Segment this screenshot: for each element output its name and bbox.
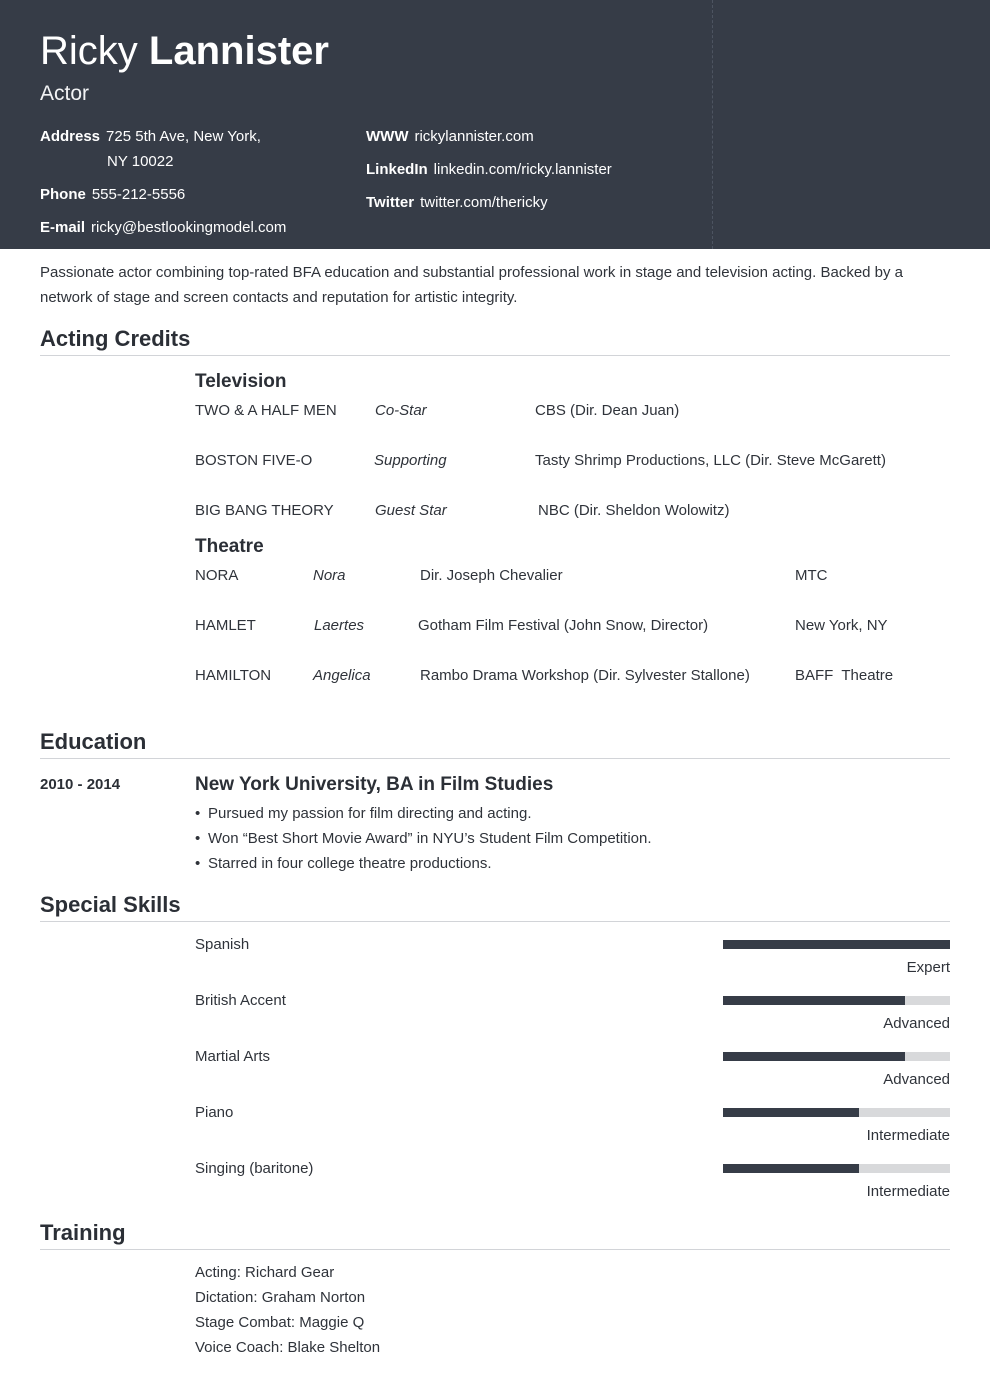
television-heading: Television	[195, 371, 287, 392]
theatre-heading: Theatre	[195, 536, 264, 557]
theatre-venue: MTC	[795, 567, 828, 584]
training-heading: Training	[40, 1220, 126, 1245]
skill-level-fill	[723, 940, 950, 949]
email-value[interactable]: ricky@bestlookingmodel.com	[91, 219, 287, 236]
tv-role: Supporting	[374, 452, 447, 469]
tv-role: Co-Star	[375, 402, 427, 419]
theatre-venue: New York, NY	[795, 617, 888, 634]
phone-label: Phone	[40, 186, 86, 203]
bullet-text: Pursued my passion for film directing and acting.	[208, 805, 532, 822]
section-divider	[40, 921, 950, 922]
theatre-venue: BAFF Theatre	[795, 667, 894, 684]
address-label: Address	[40, 128, 101, 145]
tv-role: Guest Star	[375, 502, 447, 519]
skill-level-bar	[723, 1108, 950, 1117]
skill-level-label: Advanced	[883, 1015, 950, 1032]
address	[40, 124, 261, 149]
skill-level-label: Intermediate	[866, 1127, 950, 1144]
linkedin-label: LinkedIn	[366, 161, 428, 178]
phone-value: 555-212-5556	[91, 186, 186, 203]
education-dates: 2010 - 2014	[40, 776, 121, 793]
linkedin	[366, 157, 612, 182]
tv-company: Tasty Shrimp Productions, LLC (Dir. Steve McGarett)	[535, 452, 886, 469]
skill-level-fill	[723, 1164, 859, 1173]
skill-name: Martial Arts	[195, 1048, 271, 1065]
twitter-label: Twitter	[366, 194, 415, 211]
education-heading: Education	[40, 729, 147, 754]
section-divider	[40, 758, 950, 759]
skill-level-bar	[723, 940, 950, 949]
tv-show: BIG BANG THEORY	[195, 502, 334, 519]
linkedin-link[interactable]: linkedin.com/ricky.lannister	[433, 161, 612, 178]
job-title: Actor	[40, 82, 90, 105]
bullet-dot: •	[195, 830, 201, 847]
bullet-dot: •	[195, 805, 201, 822]
skill-name: Spanish	[195, 936, 250, 953]
theatre-director: Dir. Joseph Chevalier	[420, 567, 563, 584]
skills-heading: Special Skills	[40, 892, 181, 917]
first-name: Ricky	[40, 29, 138, 73]
section-divider	[40, 355, 950, 356]
skill-level-bar	[723, 1052, 950, 1061]
training-item: Dictation: Graham Norton	[195, 1289, 366, 1306]
training-item: Stage Combat: Maggie Q	[195, 1314, 365, 1331]
theatre-role: Nora	[313, 567, 346, 584]
skill-name: British Accent	[195, 992, 286, 1009]
theatre-director: Gotham Film Festival (John Snow, Director)	[418, 617, 709, 634]
education-bullet	[195, 851, 492, 876]
website	[366, 124, 534, 149]
skill-level-bar	[723, 1164, 950, 1173]
bullet-text: Starred in four college theatre productions.	[208, 855, 492, 872]
www-label: WWW	[366, 128, 409, 145]
acting-credits-heading: Acting Credits	[40, 326, 191, 351]
skill-level-fill	[723, 1108, 859, 1117]
address-line1: 725 5th Ave, New York,	[106, 128, 261, 145]
theatre-role: Laertes	[314, 617, 365, 634]
bullet-dot: •	[195, 855, 201, 872]
theatre-show: HAMLET	[195, 617, 256, 634]
tv-company: CBS (Dir. Dean Juan)	[535, 402, 680, 419]
www-link[interactable]: rickylannister.com	[414, 128, 534, 145]
skill-level-label: Advanced	[883, 1071, 950, 1088]
email-label: E-mail	[40, 219, 86, 236]
training-item: Voice Coach: Blake Shelton	[195, 1339, 381, 1356]
training-item: Acting: Richard Gear	[195, 1264, 335, 1281]
skill-level-fill	[723, 996, 905, 1005]
tv-show: BOSTON FIVE-O	[195, 452, 313, 469]
tv-company: NBC (Dir. Sheldon Wolowitz)	[538, 502, 730, 519]
education-bullet	[195, 801, 532, 826]
phone	[40, 182, 185, 207]
address-line2: NY 10022	[107, 153, 174, 170]
skill-level-label: Intermediate	[866, 1183, 950, 1200]
candidate-name	[40, 28, 329, 74]
theatre-show: HAMILTON	[195, 667, 272, 684]
education-degree: New York University, BA in Film Studies	[195, 774, 554, 795]
education-bullet	[195, 826, 652, 851]
last-name: Lannister	[148, 29, 329, 73]
tv-show: TWO & A HALF MEN	[195, 402, 337, 419]
skill-name: Singing (baritone)	[195, 1160, 314, 1177]
twitter-link[interactable]: twitter.com/thericky	[420, 194, 548, 211]
theatre-show: NORA	[195, 567, 239, 584]
theatre-role: Angelica	[313, 667, 371, 684]
section-divider	[40, 1249, 950, 1250]
bullet-text: Won “Best Short Movie Award” in NYU’s Student Film Competition.	[208, 830, 652, 847]
theatre-director: Rambo Drama Workshop (Dir. Sylvester Stallone)	[420, 667, 750, 684]
skill-level-fill	[723, 1052, 905, 1061]
resume-header	[0, 0, 990, 249]
email	[40, 215, 286, 240]
skill-level-bar	[723, 996, 950, 1005]
twitter	[366, 190, 548, 215]
skill-level-label: Expert	[906, 959, 950, 976]
skill-name: Piano	[195, 1104, 234, 1121]
profile-summary: Passionate actor combining top-rated BFA education and substantial professional work in stage and television acting. Backed by a network of stage and screen contacts and reputation for artistic integrity.	[40, 264, 904, 306]
header-divider	[712, 0, 713, 249]
